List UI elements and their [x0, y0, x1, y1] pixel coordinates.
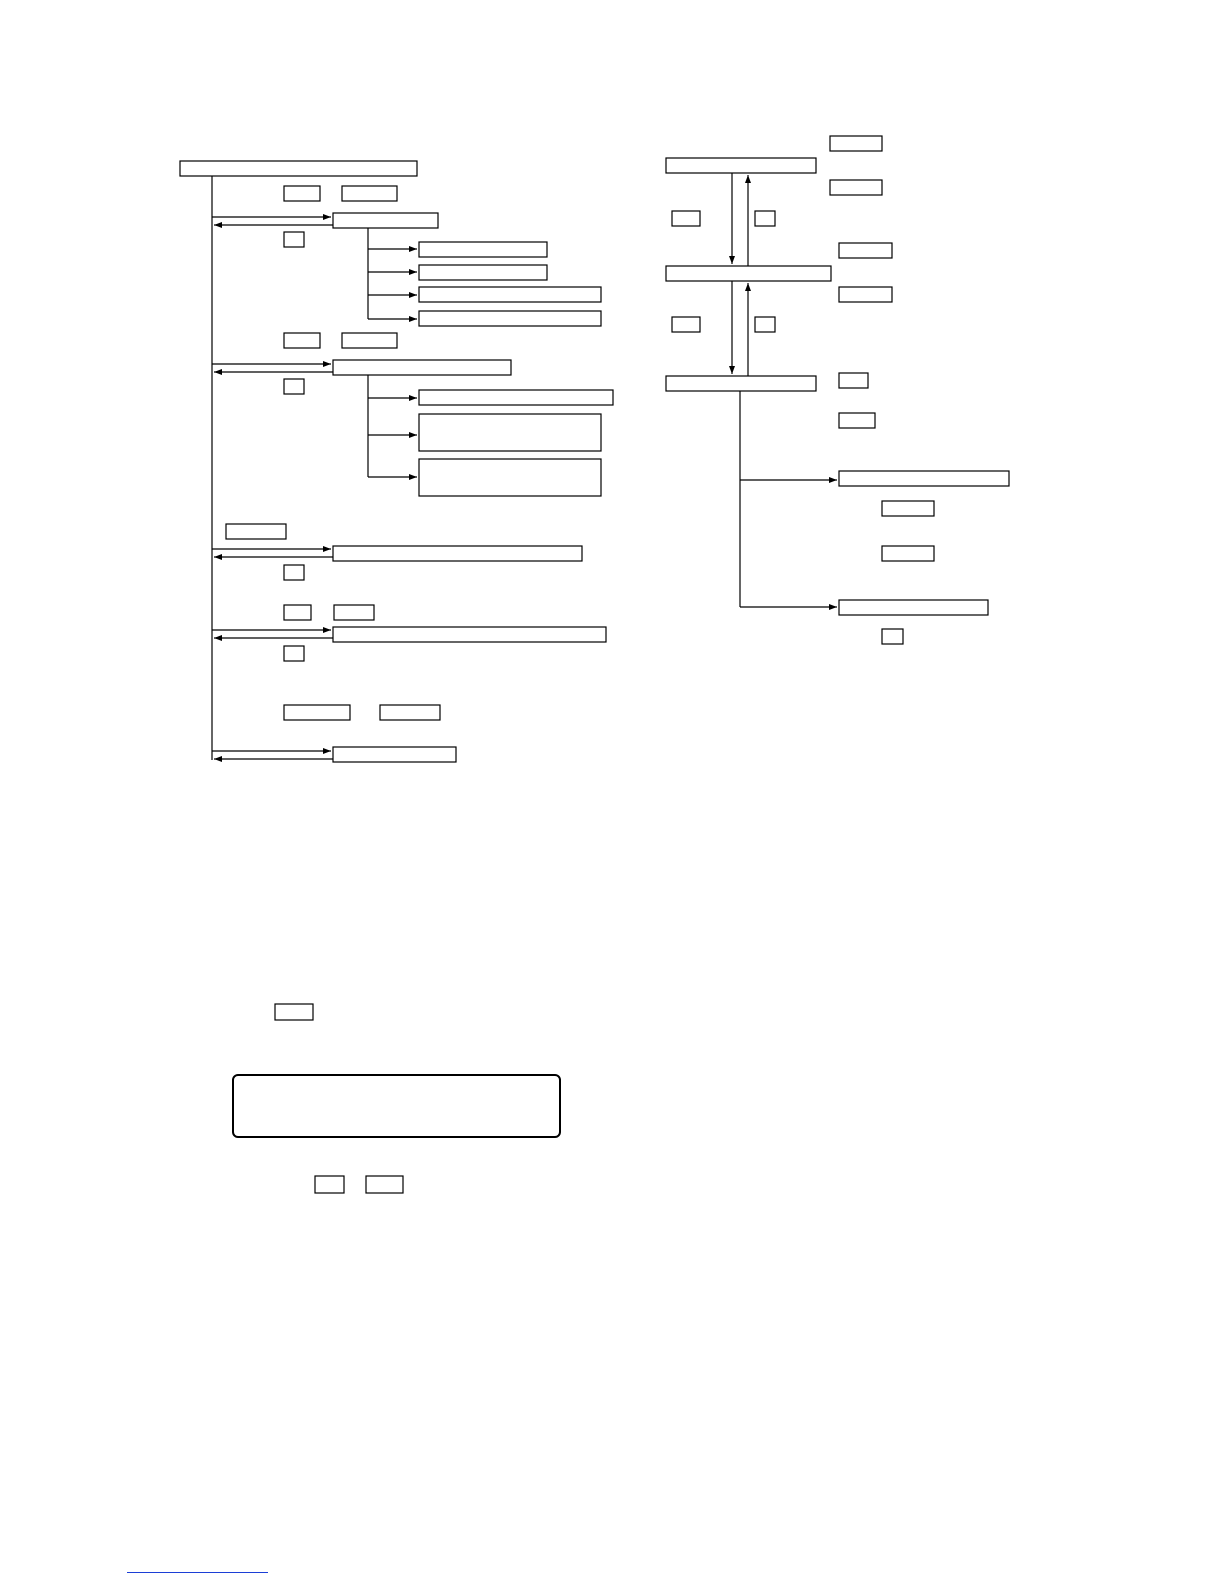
- step-3-node: [666, 376, 816, 391]
- display-key-above[interactable]: [275, 1004, 313, 1020]
- step-2-node: [666, 266, 831, 281]
- output-1-key-b[interactable]: [882, 546, 934, 561]
- branch-2-key-b[interactable]: [342, 333, 397, 348]
- branch-1-key-a[interactable]: [284, 186, 320, 201]
- output-1-key-a[interactable]: [882, 501, 934, 516]
- branch-4-key-a[interactable]: [284, 605, 311, 620]
- branch-3-node: [333, 546, 582, 561]
- branch-1-child-3: [419, 287, 601, 302]
- branch-4-node: [333, 627, 606, 642]
- right-key-8[interactable]: [755, 317, 775, 332]
- right-key-1[interactable]: [830, 136, 882, 151]
- output-2-key[interactable]: [882, 629, 903, 644]
- branch-2-key-a[interactable]: [284, 333, 320, 348]
- branch-5-key-b[interactable]: [380, 705, 440, 720]
- branch-1-child-2: [419, 265, 547, 280]
- branch-4-return-key[interactable]: [284, 646, 304, 661]
- step-1-node: [666, 158, 816, 173]
- right-key-5[interactable]: [839, 243, 892, 258]
- branch-1-child-1: [419, 242, 547, 257]
- branch-5-node: [333, 747, 456, 762]
- branch-2-child-1: [419, 390, 613, 405]
- right-key-10[interactable]: [839, 413, 875, 428]
- right-key-3[interactable]: [672, 211, 700, 226]
- left-tree: [180, 161, 613, 762]
- right-key-4[interactable]: [755, 211, 775, 226]
- branch-1-return-key[interactable]: [284, 232, 304, 247]
- branch-4-key-b[interactable]: [334, 605, 374, 620]
- right-key-9[interactable]: [839, 373, 868, 388]
- branch-2-return-key[interactable]: [284, 379, 304, 394]
- branch-3-return-key[interactable]: [284, 565, 304, 580]
- display-section: [233, 1004, 560, 1193]
- right-flow: [666, 136, 1009, 644]
- display-key-below-1[interactable]: [315, 1176, 344, 1193]
- root-node: [180, 161, 417, 176]
- output-1-node: [839, 471, 1009, 486]
- branch-2-child-3: [419, 459, 601, 496]
- display-panel: [233, 1075, 560, 1137]
- branch-1-key-b[interactable]: [342, 186, 397, 201]
- right-key-7[interactable]: [672, 317, 700, 332]
- branch-1-child-4: [419, 311, 601, 326]
- display-key-below-2[interactable]: [366, 1176, 403, 1193]
- branch-3-key-a[interactable]: [226, 524, 286, 539]
- right-key-6[interactable]: [839, 287, 892, 302]
- right-key-2[interactable]: [830, 180, 882, 195]
- branch-1-node: [333, 213, 438, 228]
- branch-2-child-2: [419, 414, 601, 451]
- branch-5-key-a[interactable]: [284, 705, 350, 720]
- branch-2-node: [333, 360, 511, 375]
- output-2-node: [839, 600, 988, 615]
- footer-link[interactable]: [127, 1572, 268, 1573]
